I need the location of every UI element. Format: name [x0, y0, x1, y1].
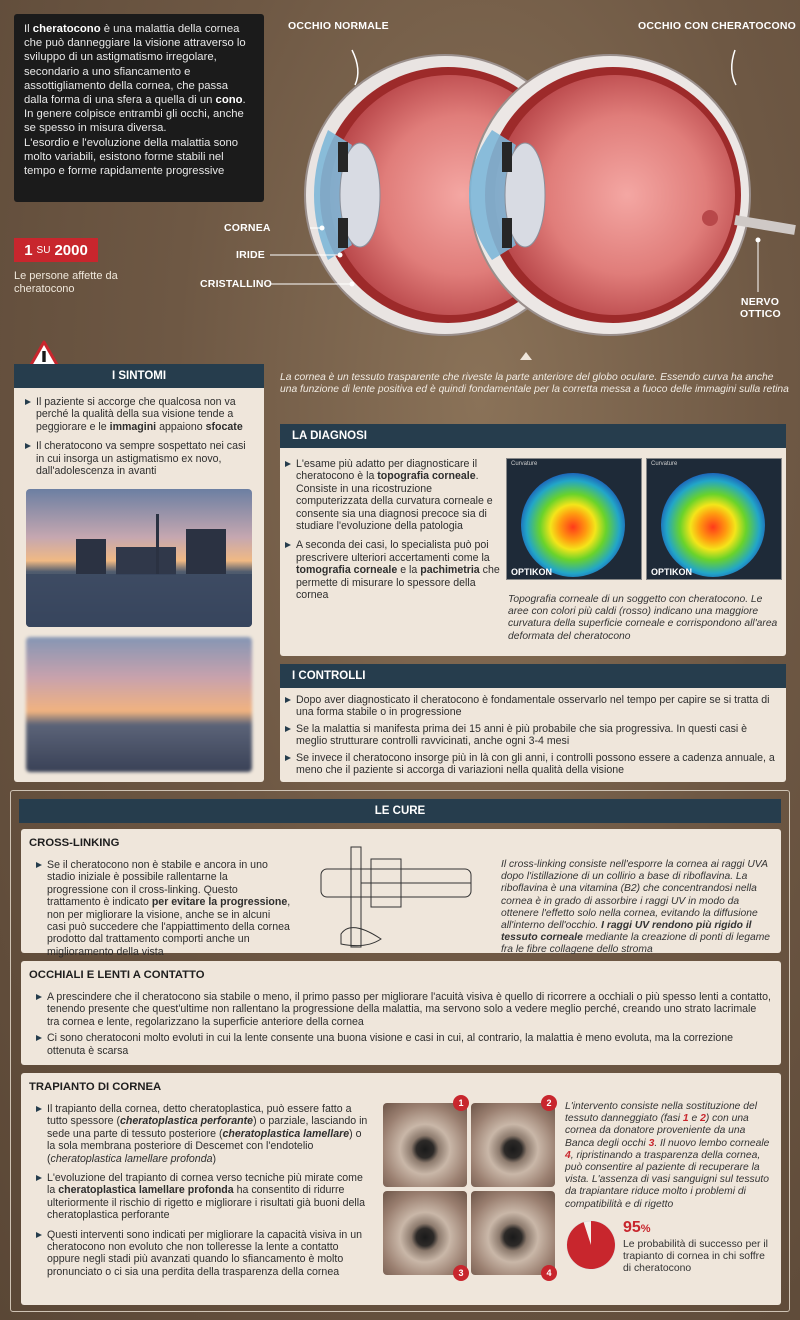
label-cornea: CORNEA [224, 222, 271, 234]
trapianto-bullet-2: L'evoluzione del trapianto di cornea verso tecniche più mirate come la cheratoplastica lamellare profonda ha consentito di ridurre ulteriormente il rischio di rigetto e migliorare i risultati già buoni della cheratoplastica perforante [35, 1172, 369, 1222]
cure-section [10, 790, 790, 1312]
surgery-photo-2 [471, 1103, 555, 1187]
sintomi-header: I SINTOMI [14, 364, 264, 388]
topography-map-2: Curvature OPTIKON [646, 458, 782, 580]
keratoconus-eye [469, 55, 795, 335]
intro-box: Il cheratocono è una malattia della cornea che può danneggiare la visione attraverso lo sviluppo di un astigmatismo irregolare, secondario a uno sfiancamento e assottigliamento della cornea, che passa dalla forma di una sfera a quella di un cono. In genere colpisce entrambi gli occhi, anche se spesso in misura diversa. L'esordio e l'evoluzione della malattia sono molto variabili, esistono forme stabili nel tempo e forme rapidamente progressive [14, 14, 264, 202]
stat-badge: 1 SU 2000 [14, 238, 98, 262]
diagnosi-header: LA DIAGNOSI [280, 424, 786, 448]
occhiali-bullet-2: Ci sono cheratoconi molto evoluti in cui la lente consente una buona visione e casi in cui, al contrario, la malattia è meno evoluta, ma la correzione ottenuta è scarsa [35, 1032, 771, 1057]
label-iride: IRIDE [236, 249, 266, 261]
success-percentage: 95% [623, 1219, 651, 1236]
occhiali-panel [21, 961, 781, 1065]
sintomi-bullet-2: Il cheratocono va sempre sospettato nei casi in cui insorga un astigmatismo ex novo, dall'adolescenza in avanti [24, 440, 256, 477]
label-cristallino: CRISTALLINO [200, 278, 272, 290]
intro-term: cheratocono [32, 23, 101, 35]
occhiali-title: OCCHIALI E LENTI A CONTATTO [29, 969, 205, 981]
harbor-photo-blurred [26, 637, 252, 772]
step-badge-4: 4 [541, 1265, 557, 1281]
sintomi-panel [14, 364, 264, 782]
crosslinking-panel [21, 829, 781, 958]
crosslinking-bullet: Se il cheratocono non è stabile e ancora in uno stadio iniziale è possibile rallentarne la progressione con il cross-linking. Questo trattamento è indicato per evitare la progressione, non per migliorare la visione, anche se in alcuni casi può succedere che l'appiattimento della cornea prodotto dal trattamento comporti anche un miglioramento della vista [35, 859, 291, 958]
label-nervo-ottico: NERVO OTTICO [740, 296, 781, 320]
controlli-header: I CONTROLLI [280, 664, 786, 688]
surgery-photo-4 [471, 1191, 555, 1275]
cornea-caption: La cornea è un tessuto trasparente che riveste la parte anteriore del globo oculare. Essendo curva ha anche una funzione di lente positiva ed è quindi fondamentale per la corretta messa a fuoco delle immagini sulla retina [280, 372, 789, 396]
diagnosi-bullet-2: A seconda dei casi, lo specialista può poi prescrivere ulteriori accertamenti come la tomografia corneale e la pachimetria che permette di misurare lo spessore della cornea [284, 539, 502, 601]
topography-map-1: Curvature OPTIKON [506, 458, 642, 580]
diagnosi-bullet-1: L'esame più adatto per diagnosticare il cheratocono è la topografia corneale. Consiste in una ricostruzione computerizzata della curvatura corneale e consente sia una diagnosi precoce sia di studiare l'evoluzione della patologia [284, 458, 502, 532]
sintomi-bullet-1: Il paziente si accorge che qualcosa non va perché la qualità della sua visione tende a peggiorare e le immagini appaiono sfocate [24, 396, 256, 433]
controlli-panel [280, 664, 786, 782]
trapianto-panel [21, 1073, 781, 1305]
crosslinking-title: CROSS-LINKING [29, 837, 120, 849]
eye-illustration [270, 30, 800, 350]
trapianto-bullet-1: Il trapianto della cornea, detto cheratoplastica, può essere fatto a tutto spessore (cheratoplastica perforante) o parziale, lasciando in sede una parte di tessuto posteriore (cheratoplastica lamellare) o la sola membrana posteriore di Descemet con l'endotelio (cheratoplastica lamellare profonda) [35, 1103, 369, 1165]
cure-header: LE CURE [19, 799, 781, 823]
surgery-photo-1 [383, 1103, 467, 1187]
trapianto-bullet-3: Questi interventi sono indicati per migliorare la capacità visiva in un cheratocono non evoluto che non tolleresse la lente a contatto oppure negli stadi più avanzati quando lo sfiancamento è molto pronunciato o ci sia una perdita della trasparenza della cornea [35, 1229, 369, 1279]
step-badge-3: 3 [453, 1265, 469, 1281]
success-pie-chart [565, 1219, 617, 1271]
crosslinking-device-drawing [311, 839, 481, 951]
trapianto-title: TRAPIANTO DI CORNEA [29, 1081, 162, 1093]
step-badge-1: 1 [453, 1095, 469, 1111]
occhiali-bullet-1: A prescindere che il cheratocono sia stabile o meno, il primo passo per migliorare l'acuità visiva è quello di ricorrere a occhiali o più spesso lenti a contatto, tenendo presente che quest'ultime non rallentano la progressione della malattia, ma servono solo a vedere meglio perché, creando uno strato lacrimale tra cornea e lente, regolarizzano la superficie anteriore della cornea [35, 991, 771, 1028]
success-caption: Le probabilità di successo per il trapianto di cornea in chi soffre di cheratocono [623, 1239, 768, 1275]
step-badge-2: 2 [541, 1095, 557, 1111]
controlli-bullet-3: Se invece il cheratocono insorge più in là con gli anni, i controlli possono essere a cadenza annuale, a meno che il paziente si accorga di variazioni nella qualità della visione [284, 752, 778, 777]
surgery-photo-3 [383, 1191, 467, 1275]
controlli-bullet-2: Se la malattia si manifesta prima dei 15 anni è più probabile che sia progressiva. In questi casi è meglio strutturare controlli ravvicinati, anche ogni 3-4 mesi [284, 723, 778, 748]
topography-caption: Topografia corneale di un soggetto con cheratocono. Le aree con colori più caldi (rosso) indicano una maggiore curvatura della superficie corneale e corrispondono all'area deformata del cheratocono [508, 594, 778, 642]
crosslinking-explanation: Il cross-linking consiste nell'esporre la cornea ai raggi UVA dopo l'istillazione di un collirio a base di riboflavina. La riboflavina è una vitamina (B2) che concentrandosi nella cornea è in grado di assorbire i raggi UV in modo da ottenere l'effetto solo nella cornea, evitando la diffusione all'interno dell'occhio. I raggi UV rendono più rigido il tessuto corneale mediante la creazione di ponti di legame fra le fibre collagene dello stroma [501, 859, 771, 956]
label-keratoconus-eye: OCCHIO CON CHERATOCONO [638, 20, 797, 32]
harbor-photo-sharp [26, 489, 252, 627]
diagnosi-panel [280, 424, 786, 656]
stat-caption: Le persone affette da cheratocono [14, 270, 118, 295]
trapianto-explanation: L'intervento consiste nella sostituzione del tessuto danneggiato (fasi 1 e 2) con una cornea da donatore proveniente da una Banca degli occhi 3. Il nuovo lembo corneale 4, ripristinando a trasparenza della cornea, può consentire al paziente di recuperare la vista. L'assenza di vasi sanguigni sul tessuto da trapiantare riduce molto i problemi di compatibilità e di rigetto [565, 1101, 770, 1210]
caption-arrow [520, 352, 532, 360]
controlli-bullet-1: Dopo aver diagnosticato il cheratocono è fondamentale osservarlo nel tempo per capire se si tratta di una forma stabile o in progressione [284, 694, 778, 719]
label-normal-eye: OCCHIO NORMALE [288, 20, 389, 32]
